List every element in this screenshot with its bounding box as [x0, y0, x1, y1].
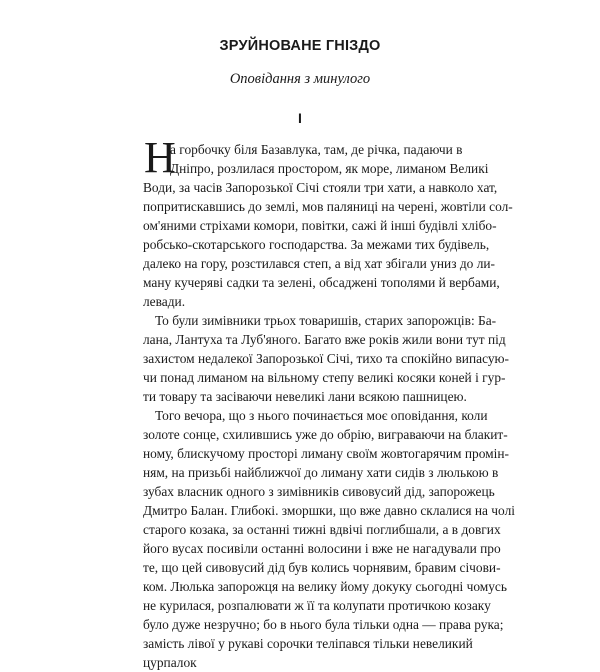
text-line: попритискавшись до землі, мов паляниці на черені, жовтіли сол-	[143, 199, 513, 214]
text-line: чи понад лиманом на вільному степу великі косяки коней і гур-	[143, 370, 506, 385]
text-line: золоте сонце, схилившись уже до обрію, виграваючи на блакит-	[143, 427, 508, 442]
text-line: ням, на призьбі найближчої до лиману хати сидів з люлькою в	[143, 465, 499, 480]
text-line: Дніпро, розлилася простором, як море, лиманом Великі	[170, 161, 489, 176]
text-line: цурпалок	[143, 655, 197, 670]
text-line: ом'яними стріхами комори, повітки, сажі й інші будівлі хлібо-	[143, 218, 497, 233]
text-line: лана, Лантуха та Луб'яного. Багато вже років жили вони тут під	[143, 332, 506, 347]
story-title: ЗРУЙНОВАНЕ ГНІЗДО	[219, 38, 381, 54]
text-line: а горбочку біля Базавлука, там, де річка, падаючи в	[170, 142, 463, 157]
text-line: Води, за часів Запорозької Січі стояли три хати, а навколо хат,	[143, 180, 498, 195]
text-line: замість лівої у рукаві сорочки теліпався тільки невеликий	[143, 636, 473, 651]
text-line: Того вечора, що з нього починається моє оповідання, коли	[155, 408, 488, 423]
text-line: левади.	[143, 294, 186, 309]
story-subtitle: Оповідання з минулого	[229, 71, 371, 87]
text-line: ком. Люлька запорожця на велику йому докуку сьогодні чомусь	[143, 579, 507, 594]
text-line: те, що цей сивовусий дід був колись чорнявим, бравим січови-	[143, 560, 501, 575]
text-line: не курилася, розпалювати ж її та колупати протичкою козаку	[143, 598, 491, 613]
text-line: старого козака, за останні тижні вдвічі поглибшали, а в довгих	[143, 522, 501, 537]
text-line: далеко на гору, розстилався степ, а від хат збігали униз до ли-	[143, 256, 496, 271]
text-line: зубах власник одного з зимівників сивовусий дід, запорожець	[143, 484, 495, 499]
text-line: ному, блискучому просторі лиману своїм жовтогарячим промін-	[143, 446, 509, 461]
chapter-number: І	[298, 110, 302, 126]
text-line: захистом недалекої Запорозької Січі, тихо та спокійно випасую-	[143, 351, 509, 366]
text-line: було дуже незручно; бо в нього була тільки одна — права рука;	[143, 617, 504, 632]
drop-cap: Н	[144, 133, 176, 182]
text-line: ману кучеряві садки та зелені, обсаджені тополями й вербами,	[143, 275, 500, 290]
text-line: ти товару та засіваючи невеликі лани всякою пашницею.	[143, 389, 467, 404]
text-line: робсько-скотарського господарства. За межами тих будівель,	[143, 237, 490, 252]
text-line: Дмитро Балан. Глибокі. зморшки, що вже давно склалися на чолі	[143, 503, 515, 518]
text-line: його вусах посивіли останні волосини і вже не нагадували про	[143, 541, 501, 556]
text-line: То були зимівники трьох товаришів, старих запорожців: Ба-	[155, 313, 497, 328]
body-text	[143, 133, 515, 672]
